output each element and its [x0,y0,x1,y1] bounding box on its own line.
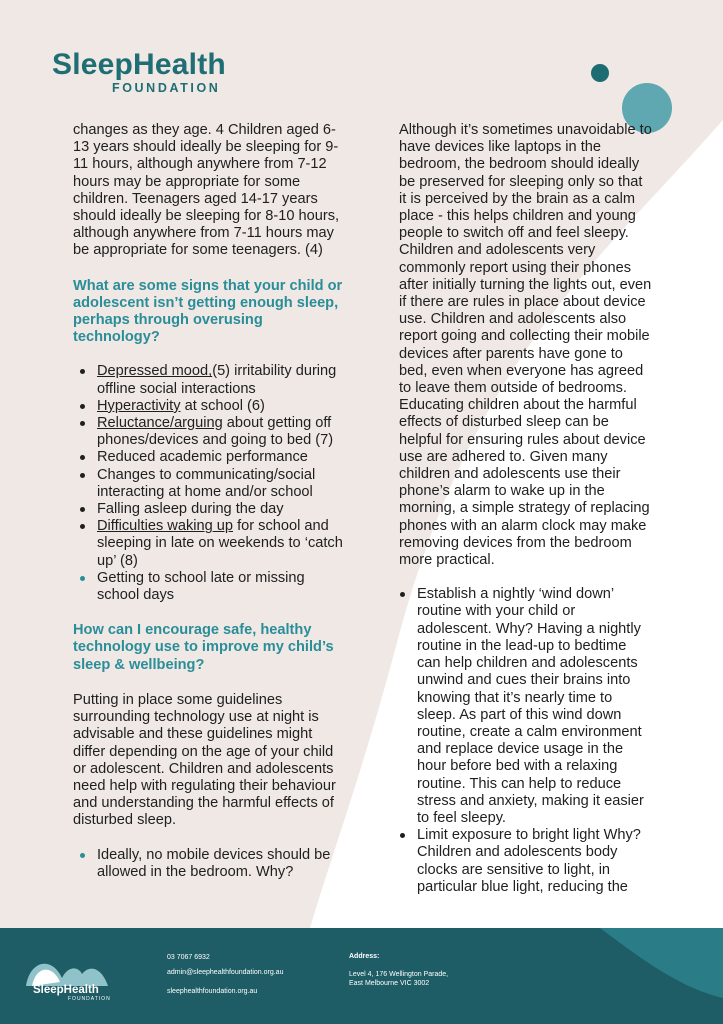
list-item: Difficulties waking up for school and sleeping in late on weekends to ‘catch up’ (8) [73,518,345,570]
list-item: Ideally, no mobile devices should be allowed in the bedroom. Why? [73,847,345,881]
footer-address-line2: East Melbourne VIC 3002 [349,980,430,987]
brand-subtitle: FOUNDATION [112,81,221,95]
list-item: Getting to school late or missing school days [73,570,345,604]
sign-link[interactable]: Depressed mood, [97,363,213,380]
brand-name: SleepHealth [52,48,226,81]
list-item: Falling asleep during the day [73,501,345,518]
right-column [399,122,653,896]
heading-encourage: How can I encourage safe, healthy technology use to improve my child’s sleep & wellbeing? [73,622,334,673]
sign-link[interactable]: Difficulties waking up [97,518,234,535]
list-item: Depressed mood,(5) irritability during offline social interactions [73,363,345,397]
footer-website[interactable]: sleephealthfoundation.org.au [167,988,258,995]
decorative-dot-small [591,64,609,82]
list-item: Hyperactivity at school (6) [73,398,345,415]
footer-phone[interactable]: 03 7067 6932 [167,954,210,961]
list-item: Establish a nightly ‘wind down’ routine with your child or adolescent. Why? Having a nightly routine in the lead-up to bedtime can help children and adolescents unwind and cues their brains into knowing that it’s nearly time to sleep. As part of this wind down routine, create a calm environment and replace device usage in the hour before bed with a relaxing routine. This can help to reduce stress and anxiety, making it easier to feel sleepy. [399,586,653,827]
footer [0,928,723,1024]
intro-paragraph: changes as they age. 4 Children aged 6-13 years should ideally be sleeping for 9-11 hours, although anywhere from 7-12 hours may be appropriate for some children. Teenagers aged 14-17 years should ideally be sleeping for 8-10 hours, although anywhere from 7-11 hours may be appropriate for some teenagers. (4) [73,122,340,259]
list-item: Changes to communicating/social interacting at home and/or school [73,467,345,501]
footer-brand-subtitle: FOUNDATION [68,996,111,1002]
list-item: Reduced academic performance [73,449,345,466]
tips-list-continued [399,586,653,896]
guidelines-paragraph: Putting in place some guidelines surrounding technology use at night is advisable and these guidelines might differ depending on the age of your child or adolescent. Children and adolescents need help with regulating their behaviour and understanding the harmful effects of disturbed sleep. [73,691,336,829]
sign-link[interactable]: Hyperactivity [97,397,181,414]
list-item: Limit exposure to bright light Why? Children and adolescents body clocks are sensitive to light, in particular blue light, reducing the [399,827,653,896]
bedroom-paragraph: Although it’s sometimes unavoidable to have devices like laptops in the bedroom, the bedroom should ideally be preserved for sleeping only so that it is perceived by the brain as a calm place - this helps children and young people to switch off and feel sleepy. Children and adolescents very commonly report using their phones after initially turning the lights out, even if there are rules in place about device use. Children and adolescents also report going and collecting their mobile devices after parents have gone to bed, even when everyone has agreed to leave them outside of bedrooms. Educating children about the harmful effects of disturbed sleep can be helpful for ensuring rules about device use are adhered to. Given many children and adolescents use their phone’s alarm to wake up in the morning, a simple strategy of replacing phones with an alarm clock may make removing devices from the bedroom more practical. [399,122,652,569]
sign-link[interactable]: Reluctance/arguing [97,415,223,432]
footer-logo-icon [24,948,114,988]
footer-address-line1: Level 4, 176 Wellington Parade, [349,971,449,978]
signs-list [73,363,345,604]
tips-list [73,847,345,881]
footer-brand-name: SleepHealth [33,984,99,996]
footer-address-label: Address: [349,953,380,960]
footer-email[interactable]: admin@sleephealthfoundation.org.au [167,969,284,976]
list-item: Reluctance/arguing about getting off phones/devices and going to bed (7) [73,415,345,449]
brand-logo [52,50,226,95]
left-column [73,122,345,881]
heading-signs: What are some signs that your child or adolescent isn’t getting enough sleep, perhaps through overusing technology? [73,277,343,346]
